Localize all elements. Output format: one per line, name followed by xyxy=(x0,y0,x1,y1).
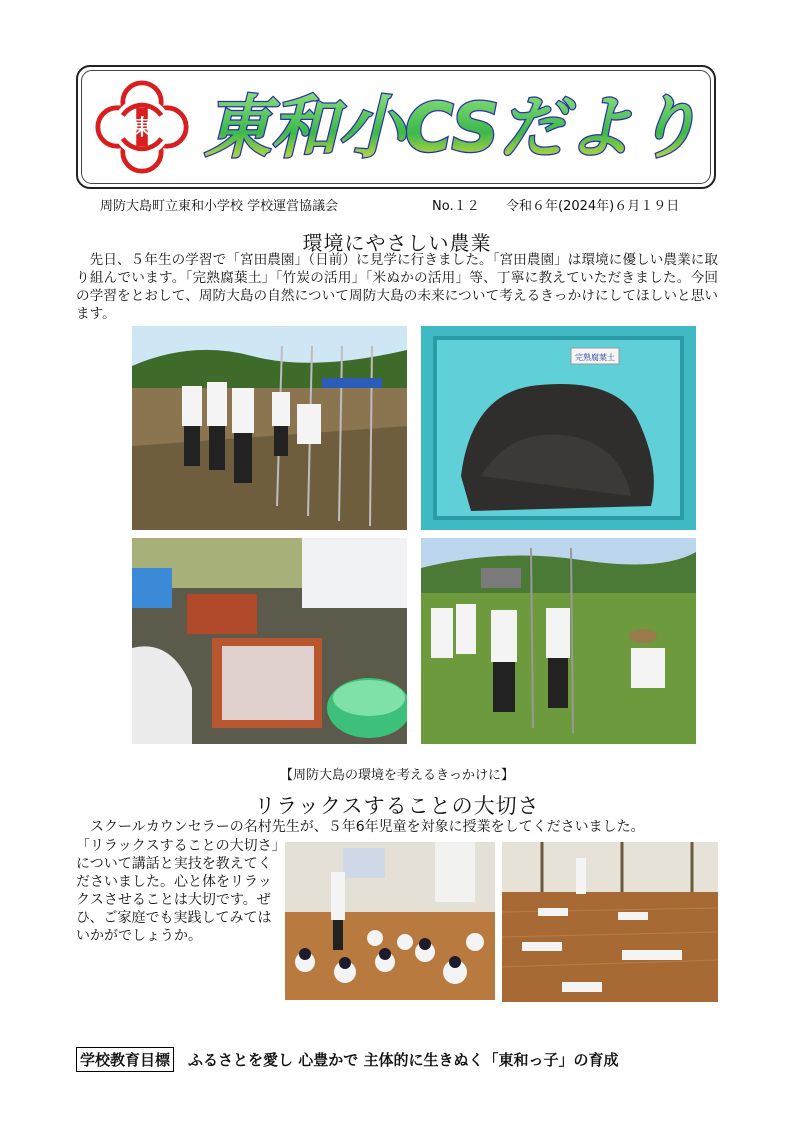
section1-heading: 環境にやさしい農業 xyxy=(302,231,492,255)
section2-heading: リラックスすることの大切さ xyxy=(254,794,540,818)
header-banner xyxy=(76,65,716,189)
goal-text: ふるさとを愛し 心豊かで 主体的に生きぬく「東和っ子」の育成 xyxy=(188,1051,619,1069)
gym-relaxation-photo xyxy=(502,842,718,1002)
compost-containers-photo xyxy=(132,538,407,744)
section1-body: 先日、５年生の学習で「宮田農園」（日前）に見学に行きました。「宮田農園」は環境に優しい農業に取り組んでいます。「完熟腐葉土」「竹炭の活用」「米ぬかの活用」等、丁寧に教えていただきました。今回の学習をとおして、周防大島の自然について周防大島の未来について考えるきっかけにしてほしいと思います。 xyxy=(76,252,718,322)
photo-caption: 【周防大島の環境を考えるきっかけに】 xyxy=(279,768,514,783)
title-text: 東和小CSだより xyxy=(204,89,700,168)
section2-intro: スクールカウンセラーの名村先生が、５年6年児童を対象に授業をしてくださいました。 xyxy=(76,819,645,835)
school-goal xyxy=(76,1047,618,1071)
school-logo-icon xyxy=(94,79,190,175)
compost-label-text: 完熟腐葉土 xyxy=(575,353,615,362)
compost-bin-photo xyxy=(421,326,696,530)
gym-lecture-photo xyxy=(285,842,495,1000)
issue-date: 令和６年(2024年)６月１９日 xyxy=(506,199,680,214)
logo-text: 東 xyxy=(131,114,153,140)
section2-side-text: 「リラックスすることの大切さ」について講話と実技を教えてくださいました。心と体をリラックスさせることは大切です。ぜひ、ご家庭でも実践してみてはいかがでしょうか。 xyxy=(76,838,279,944)
issue-number: No.１２ xyxy=(432,199,480,214)
students-in-field-photo xyxy=(421,538,696,744)
farm-field-photo xyxy=(132,326,407,530)
issue-meta xyxy=(100,195,720,213)
school-name: 周防大島町立東和小学校 学校運営協議会 xyxy=(100,199,339,214)
newsletter-title xyxy=(198,81,708,171)
goal-label: 学校教育目標 xyxy=(76,1047,174,1072)
